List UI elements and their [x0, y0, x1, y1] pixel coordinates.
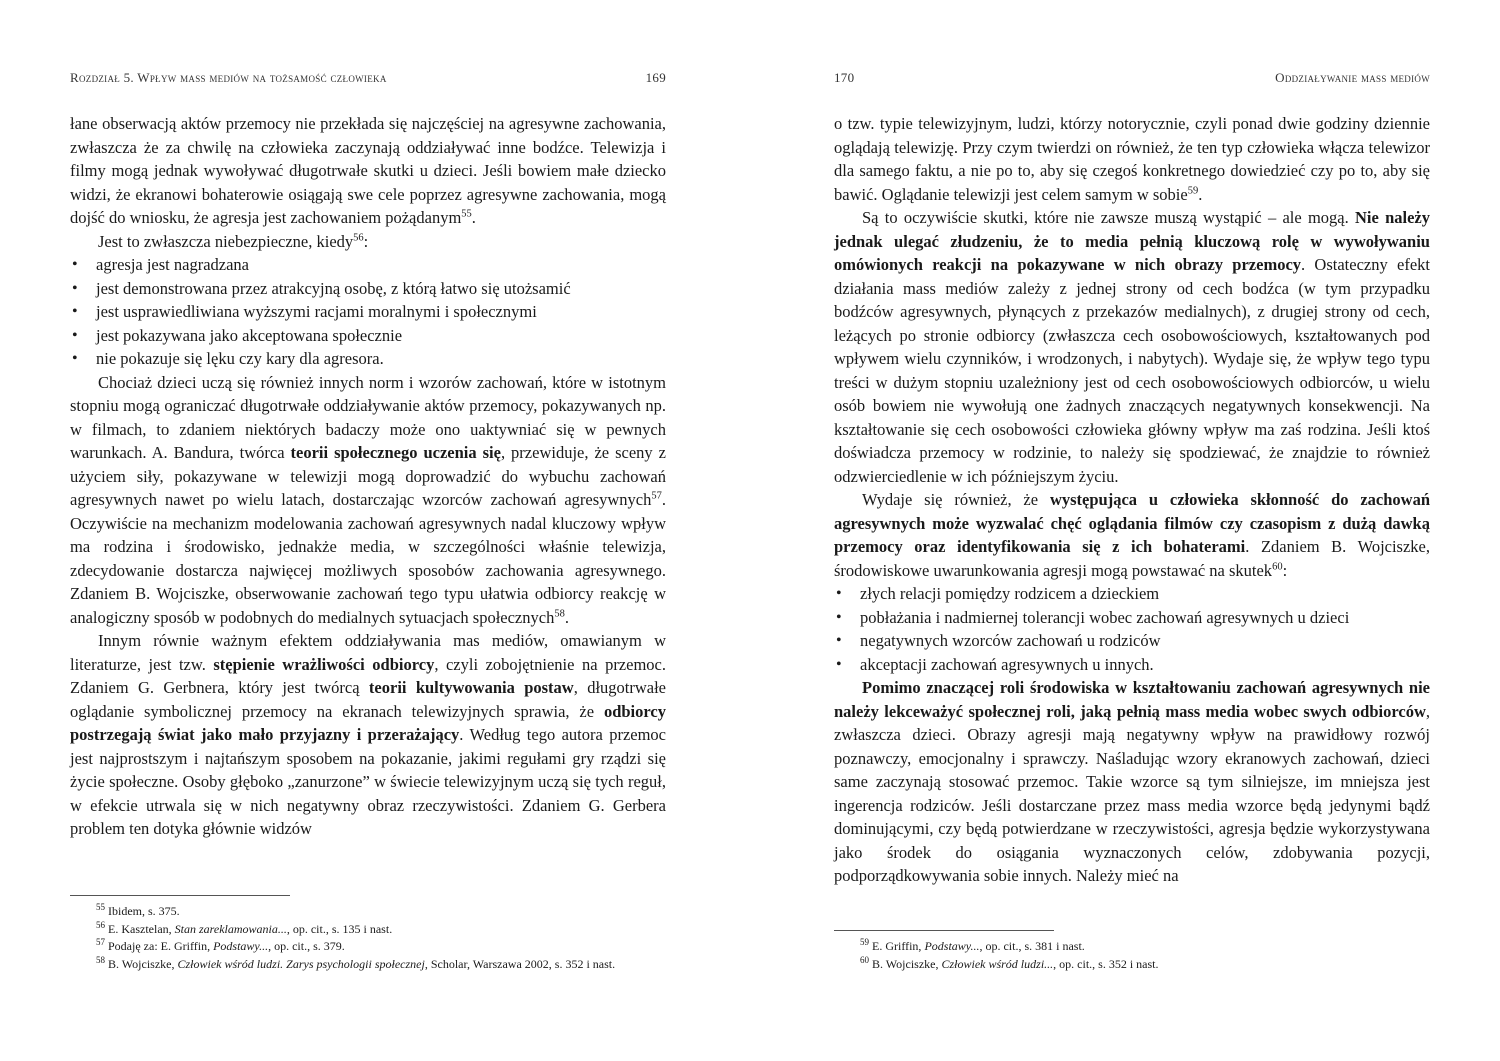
paragraph: Wydaje się również, że występująca u człowieka skłonność do zachowań agresywnych może wyzwalać chęć oglądania filmów czy czasopism z dużą dawką przemocy oraz identyfikowania się z ich bohaterami. Zdaniem B. Wojciszke, środowiskowe uwarunkowania agresji mogą powstawać na skutek$^{60}$: — [834, 490, 1431, 580]
paragraph: Jest to zwłaszcza niebezpieczne, kiedy$^{56}$: — [98, 231, 369, 251]
bold-term: Nie należy jednak ulegać złudzeniu, że to media pełnią kluczową rolę w wywoływaniu omówionych reakcji na pokazywane w nich obrazy przemocy — [834, 208, 1431, 274]
page-number: 170 — [834, 70, 855, 85]
list-item: • nie pokazuje się lęku czy kary dla agresora. — [70, 347, 666, 371]
paragraph: o tzw. typie telewizyjnym, ludzi, którzy notorycznie, czyli ponad dwie godziny dziennie oglądają telewizję. Przy czym twierdzi on również, że ten typ człowieka włącza telewizor dla samego faktu, a nie po to, aby się czegoś konkretnego dowiedzieć czy po to, aby się bawić. Oglądanie telewizji jest celem samym w sobie$^{59}$. — [834, 114, 1430, 204]
footnote-ref[interactable]: 57 — [651, 490, 662, 502]
section-title: Oddziaływanie mass mediów — [1275, 70, 1430, 85]
footnote-separator — [70, 895, 290, 896]
list-item: • pobłażania i nadmiernej tolerancji wobec zachowań agresywnych u dzieci — [834, 606, 1430, 630]
bullet-list — [70, 253, 666, 371]
footnote: $^{55}$ Ibidem, s. 375. — [96, 902, 180, 918]
footnote: $^{58}$ B. Wojciszke, Człowiek wśród ludzi. Zarys psychologii społecznej, Scholar, Warszawa 2002, s. 352 i nast. — [96, 954, 616, 971]
left-page — [70, 0, 666, 1061]
paragraph: łane obserwacją aktów przemocy nie przekłada się najczęściej na agresywne zachowania, zwłaszcza że za chwilę na człowieka zaczynają oddziaływać inne bodźce. Telewizja i filmy mogą jednak wywoływać długotrwałe skutki u dzieci. Jeśli bowiem małe dziecko widzi, że ekranowi bohaterowie osiągają swe cele poprzez agresywne zachowania, mogą dojść do wniosku, że agresja jest zachowaniem pożądanym$^{55}$. — [70, 114, 666, 227]
footnotes — [834, 938, 1430, 973]
bold-term: występująca u człowieka skłonność do zachowań agresywnych może wyzwalać chęć oglądania filmów czy czasopism z dużą dawką przemocy oraz identyfikowania się z ich bohaterami — [834, 490, 1431, 556]
footnotes — [70, 903, 666, 973]
bold-term: odbiorcy postrzegają świat jako mało przyjazny i przerażający — [70, 701, 666, 744]
list-item: • jest pokazywana jako akceptowana społecznie — [70, 324, 666, 348]
right-page — [834, 0, 1430, 1061]
list-item: • jest usprawiedliwiana wyższymi racjami moralnymi i społecznymi — [70, 300, 666, 324]
bold-term: Pomimo znaczącej roli środowiska w kształtowaniu zachowań agresywnych nie należy lekceważyć społecznej roli, jaką pełnią mass media wobec swych odbiorców — [834, 678, 1430, 721]
bullet-list — [834, 582, 1430, 676]
paragraph: Innym równie ważnym efektem oddziaływania mas mediów, omawianym w literaturze, jest tzw. stępienie wrażliwości odbiorcy, czyli zobojętnienie na przemoc. Zdaniem G. Gerbnera, który jest twórcą teorii kultywowania postaw, długotrwałe oglądanie symbolicznej przemocy na ekranach telewizyjnych sprawia, że odbiorcy postrzegają świat jako mało przyjazny i przerażający. Według tego autora przemoc jest najprostszym i najtańszym sposobem na pokazanie, jakimi regułami gry rządzi się życie społeczne. Osoby głęboko „zanurzone” w świecie telewizyjnym uczą się tych reguł, w efekcie utrwala się w nich negatywny obraz rzeczywistości. Zdaniem G. Gerbera problem ten dotyka głównie widzów — [70, 631, 667, 838]
bold-term: teorii kultywowania postaw — [368, 678, 574, 697]
footnote-ref[interactable]: 55 — [461, 208, 472, 220]
list-item: • złych relacji pomiędzy rodzicem a dzieckiem — [834, 582, 1430, 606]
chapter-title: Rozdział 5. Wpływ mass mediów na tożsamość człowieka — [70, 70, 387, 85]
list-item: • jest demonstrowana przez atrakcyjną osobę, z którą łatwo się utożsamić — [70, 277, 666, 301]
footnote: $^{60}$ B. Wojciszke, Człowiek wśród ludzi..., op. cit., s. 352 i nast. — [860, 954, 1159, 971]
running-header — [834, 70, 1430, 86]
paragraph: Są to oczywiście skutki, które nie zawsze muszą wystąpić – ale mogą. Nie należy jednak ulegać złudzeniu, że to media pełnią kluczową rolę w wywoływaniu omówionych reakcji na pokazywane w nich obrazy przemocy. Ostateczny efekt działania mass mediów zależy z jednej strony od cech bodźca (w tym przypadku bodźców agresywnych, płynących z przekazów medialnych), z drugiej strony od cech, leżących po stronie odbiorcy (zwłaszcza cech osobowościowych, kształtowanych pod wpływem wielu czynników, i wrodzonych, i nabytych). Wydaje się, że wpływ tego typu treści w dużym stopniu uzależniony jest od cech osobowościowych odbiorców, u wielu osób bowiem nie wywołują one żadnych znaczących negatywnych konsekwencji. Na kształtowanie się cech osobowości człowieka główny wpływ ma zaś rodzina. Jeśli ktoś doświadcza przemocy w rodzinie, to należy się spodziewać, że znajdzie to również odzwierciedlenie w ich późniejszym życiu. — [834, 208, 1431, 486]
bold-term: stępienie wrażliwości odbiorcy — [213, 654, 435, 674]
running-header — [70, 70, 666, 86]
footnote-ref[interactable]: 58 — [554, 608, 565, 619]
footnote-ref[interactable]: 60 — [1272, 561, 1283, 572]
list-item: • akceptacji zachowań agresywnych u innych. — [834, 653, 1430, 677]
footnote-ref[interactable]: 59 — [1187, 185, 1199, 196]
footnote-separator — [834, 930, 1054, 931]
footnote: $^{57}$ Podaję za: E. Griffin, Podstawy..., op. cit., s. 379. — [96, 937, 345, 953]
paragraph: Pomimo znaczącej roli środowiska w kształtowaniu zachowań agresywnych nie należy lekceważyć społecznej roli, jaką pełnią mass media wobec swych odbiorców, zwłaszcza dzieci. Obrazy agresji mają negatywny wpływ na prawidłowy rozwój poznawczy, emocjonalny i sprawczy. Naśladując wzory ekranowych zachowań, dzieci same zaczynają stosować przemoc. Takie wzorce są tym silniejsze, im mniejsza jest ingerencja rodziców. Jeśli dostarczane przez mass media wzorce będą jedynymi bądź dominującymi, czy będą potwierdzane w rzeczywistości, agresja będzie wykorzystywana jako środek do osiągania wyznaczonych celów, zdobywania pozycji, podporządkowywania sobie innych. Należy mieć na — [834, 678, 1430, 885]
bold-term: teorii społecznego uczenia się — [290, 443, 501, 462]
page-body — [834, 112, 1430, 888]
footnote: $^{59}$ E. Griffin, Podstawy..., op. cit., s. 381 i nast. — [860, 937, 1085, 953]
list-item: • negatywnych wzorców zachowań u rodziców — [834, 629, 1430, 653]
list-item: • agresja jest nagradzana — [70, 253, 666, 277]
paragraph: Chociaż dzieci uczą się również innych norm i wzorów zachowań, które w istotnym stopniu mogą ograniczać długotrwałe oddziaływanie aktów przemocy, pokazywanych np. w filmach, to zdaniem niektórych badaczy może ono uaktywniać się w pewnych warunkach. A. Bandura, twórca teorii społecznego uczenia się, przewiduje, że sceny z użyciem siły, pokazywane w telewizji mogą doprowadzić do wybuchu zachowań agresywnych nawet po wielu latach, dostarczając wzorców zachowań agresywnych$^{57}$. Oczywiście na mechanizm modelowania zachowań agresywnych nadal kluczowy wpływ ma rodzina i środowisko, jednakże media, w szczególności właśnie telewizja, zdecydowanie dostarcza najwięcej możliwych sposobów zachowania agresywnego. Zdaniem B. Wojciszke, obserwowanie zachowań tego typu ułatwia odbiorcy reakcję w analogiczny sposób w podobnych do medialnych sytuacjach społecznych$^{58}$. — [70, 372, 666, 627]
footnote: $^{56}$ E. Kasztelan, Stan zareklamowania..., op. cit., s. 135 i nast. — [96, 919, 393, 936]
page-number: 169 — [645, 70, 666, 85]
page-body — [70, 112, 666, 841]
footnote-ref[interactable]: 56 — [353, 232, 364, 243]
